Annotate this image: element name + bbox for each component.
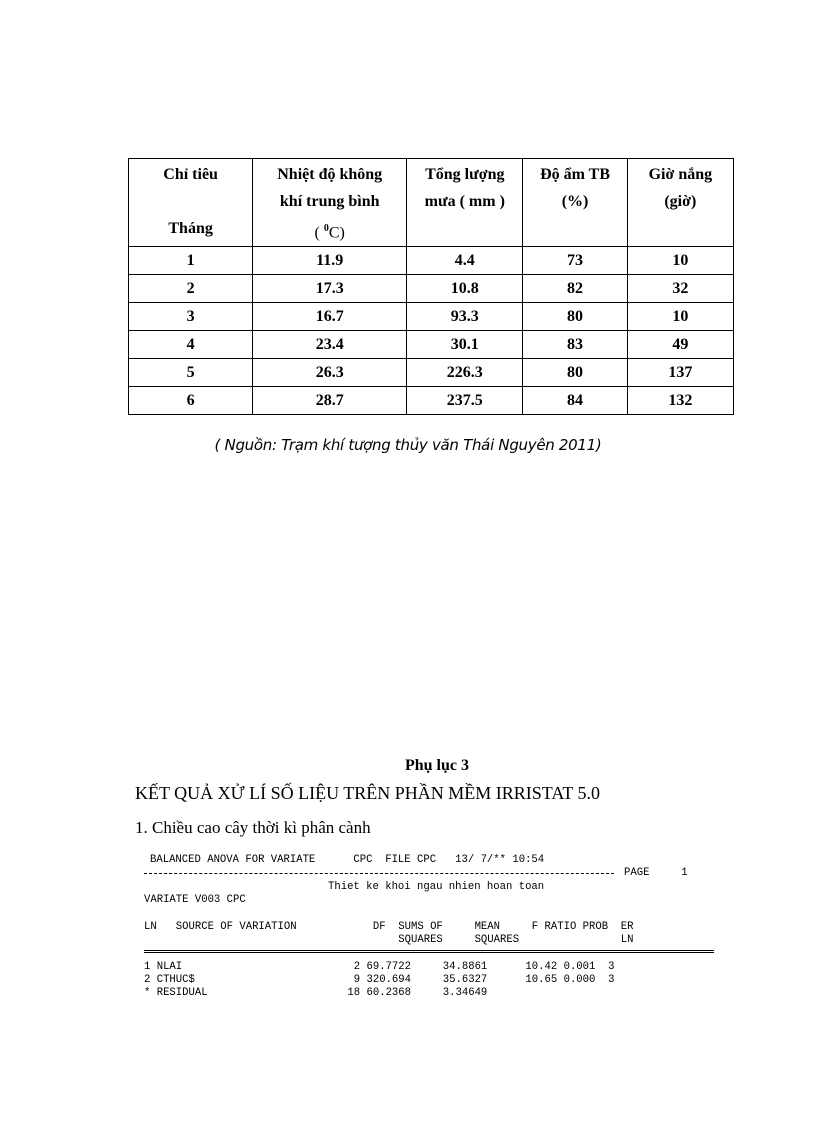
cell-sunshine: 132: [627, 387, 733, 415]
cell-humidity: 82: [523, 275, 627, 303]
table-row: [129, 331, 734, 359]
dashed-rule: [144, 873, 614, 874]
cell-temperature: 16.7: [253, 303, 407, 331]
cell-rainfall: 10.8: [407, 275, 523, 303]
anova-row: 2 CTHUC$ 9 320.694 35.6327 10.65 0.000 3: [144, 974, 615, 986]
header-rainfall-line2: mưa ( mm ): [424, 193, 505, 210]
cell-rainfall: 4.4: [407, 247, 523, 275]
header-humidity-line1: Độ ẩm TB: [540, 166, 611, 183]
header-sunshine: [627, 159, 733, 247]
cell-humidity: 80: [523, 359, 627, 387]
cell-sunshine: 49: [627, 331, 733, 359]
cell-sunshine: 10: [627, 247, 733, 275]
table-row: [129, 387, 734, 415]
cell-rainfall: 226.3: [407, 359, 523, 387]
source-note: ( Nguồn: Trạm khí tượng thủy văn Thái Nguyên 2011): [214, 436, 602, 454]
anova-design: Thiet ke khoi ngau nhien hoan toan: [328, 881, 545, 893]
anova-column-header-1: LN SOURCE OF VARIATION DF SUMS OF MEAN F RATIO PROB ER: [144, 921, 634, 933]
anova-column-header-2: SQUARES SQUARES LN: [144, 934, 634, 946]
anova-page-label: PAGE 1: [624, 867, 688, 879]
cell-rainfall: 93.3: [407, 303, 523, 331]
cell-rainfall: 237.5: [407, 387, 523, 415]
cell-sunshine: 32: [627, 275, 733, 303]
header-temperature: [253, 159, 407, 247]
climate-table: [128, 158, 734, 415]
anova-row: * RESIDUAL 18 60.2368 3.34649: [144, 987, 488, 999]
table-row: [129, 303, 734, 331]
cell-temperature: 17.3: [253, 275, 407, 303]
header-month-indicator: [129, 159, 253, 247]
cell-sunshine: 10: [627, 303, 733, 331]
header-sunshine-line1: Giờ nắng: [648, 166, 713, 183]
header-humidity: [523, 159, 627, 247]
cell-month: 4: [129, 331, 253, 359]
cell-humidity: 73: [523, 247, 627, 275]
cell-temperature: 26.3: [253, 359, 407, 387]
header-indicator-label: Chỉ tiêu: [163, 166, 218, 183]
header-temperature-line2: khí trung bình: [279, 193, 380, 210]
cell-temperature: 11.9: [253, 247, 407, 275]
cell-month: 1: [129, 247, 253, 275]
appendix-subtitle: KẾT QUẢ XỬ LÍ SỐ LIỆU TRÊN PHẦN MỀM IRRISTAT 5.0: [135, 783, 601, 803]
appendix-title: Phụ lục 3: [404, 757, 469, 774]
table-row: [129, 247, 734, 275]
header-humidity-line2: (%): [561, 193, 589, 210]
double-rule: [144, 950, 714, 953]
header-sunshine-line2: (giờ): [664, 193, 697, 210]
header-month-label: Tháng: [168, 220, 213, 237]
anova-row: 1 NLAI 2 69.7722 34.8861 10.42 0.001 3: [144, 961, 615, 973]
section-heading: 1. Chiều cao cây thời kì phân cành: [135, 818, 371, 837]
table-row: [129, 275, 734, 303]
anova-header: BALANCED ANOVA FOR VARIATE CPC FILE CPC 13/ 7/** 10:54: [150, 854, 545, 866]
cell-temperature: 23.4: [253, 331, 407, 359]
table-row: [129, 359, 734, 387]
header-temperature-unit: ( $^0$C): [314, 223, 345, 242]
cell-month: 3: [129, 303, 253, 331]
cell-month: 2: [129, 275, 253, 303]
cell-humidity: 83: [523, 331, 627, 359]
cell-month: 6: [129, 387, 253, 415]
header-rainfall-line1: Tổng lượng: [425, 166, 505, 183]
anova-variate: VARIATE V003 CPC: [144, 894, 246, 906]
cell-month: 5: [129, 359, 253, 387]
header-rainfall: [407, 159, 523, 247]
header-temperature-line1: Nhiệt độ không: [277, 166, 383, 183]
cell-temperature: 28.7: [253, 387, 407, 415]
cell-humidity: 80: [523, 303, 627, 331]
cell-humidity: 84: [523, 387, 627, 415]
cell-rainfall: 30.1: [407, 331, 523, 359]
cell-sunshine: 137: [627, 359, 733, 387]
